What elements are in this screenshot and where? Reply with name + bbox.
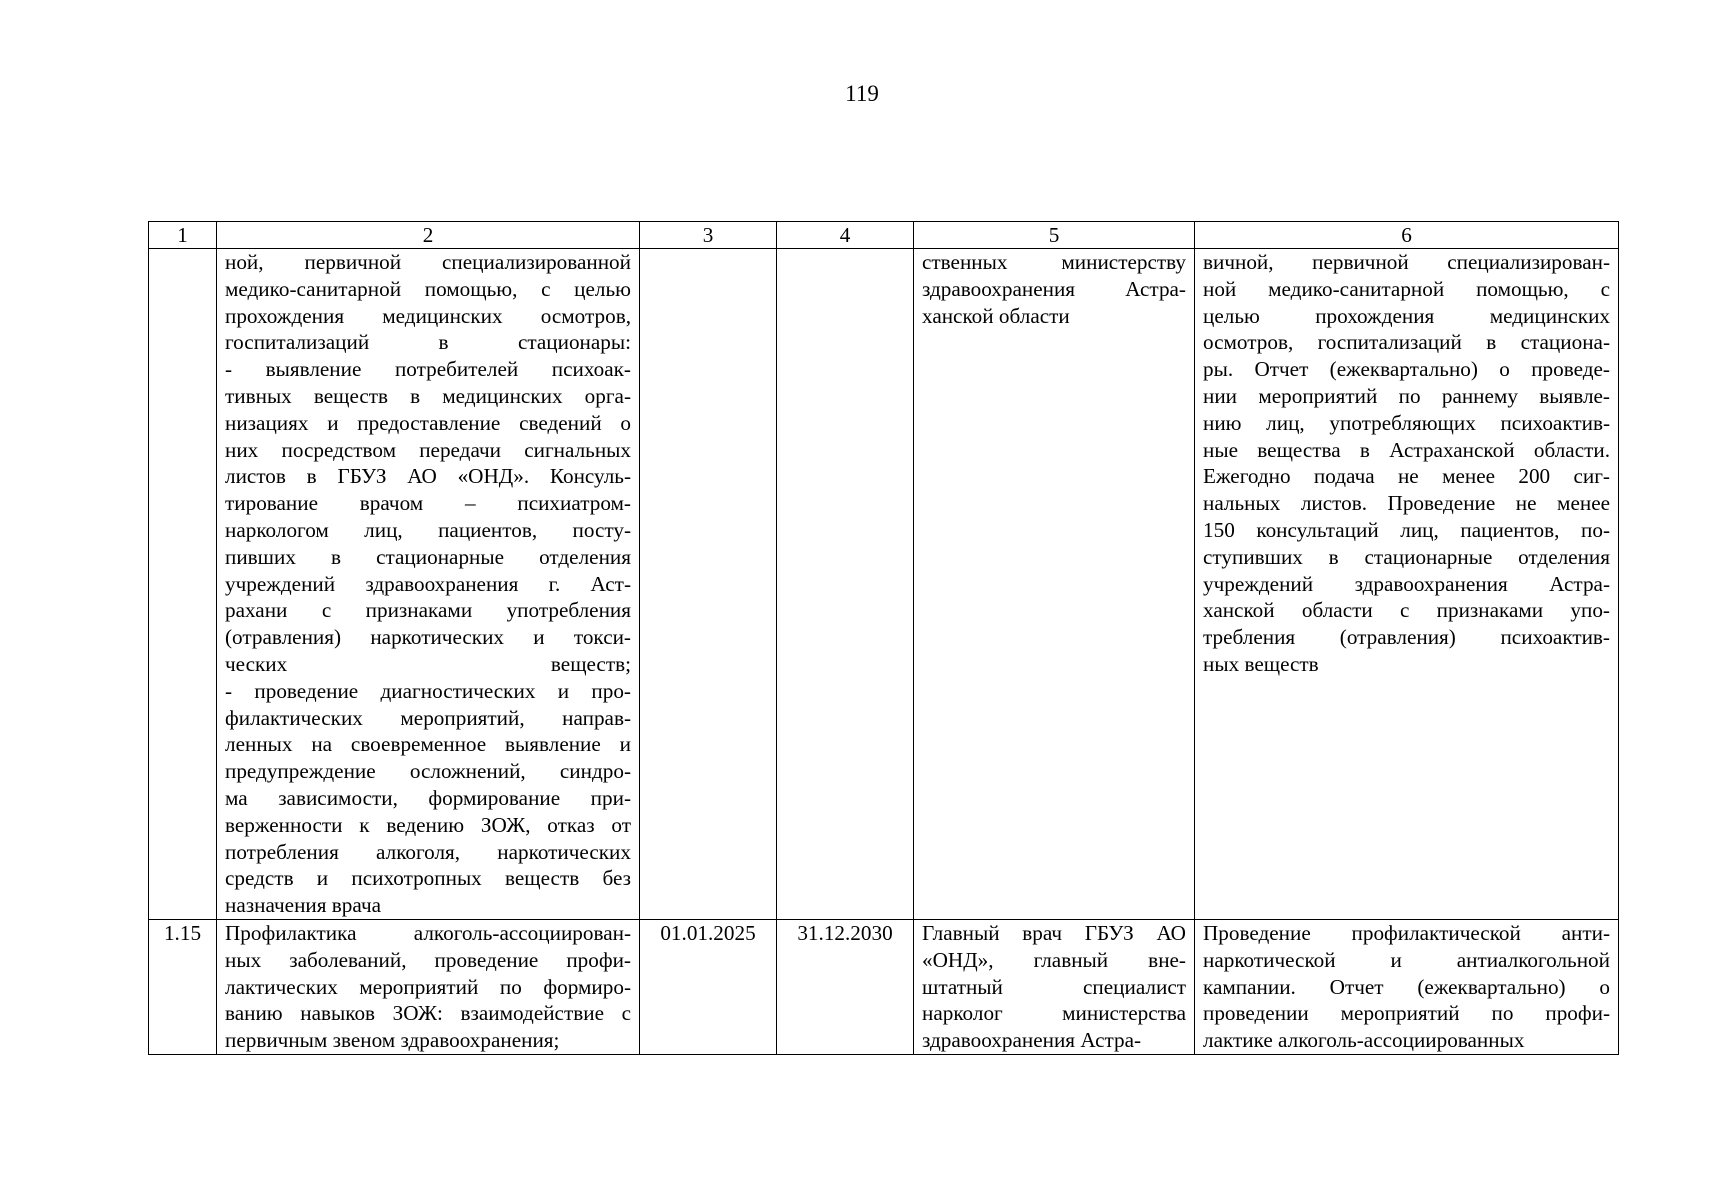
text-line: нарколог министерства [922,1001,1186,1026]
text-line: ленных на своевременное выявление и [225,732,631,757]
text-line: учреждений здравоохранения Астра- [1203,571,1610,596]
text-line: ной, первичной специализированной [225,250,631,274]
text-line: филактических мероприятий, направ- [225,705,631,730]
text-line: ной медико-санитарной помощью, с [1203,276,1610,301]
text-line: первичным звеном здравоохранения; [225,1028,560,1053]
text-lines [1203,920,1610,1054]
text-line: здравоохранения Астра- [922,1028,1142,1053]
text-line: - проведение диагностических и про- [225,678,631,703]
text-line: ры. Отчет (ежеквартально) о проведе- [1203,357,1610,382]
text-line: назначения врача [225,893,381,918]
text-line: ные вещества в Астраханской области. [1203,437,1610,462]
text-line: ханской области [922,303,1070,328]
program-table [148,221,1619,1055]
text-line: госпитализаций в стационары: [225,330,631,355]
text-line: лактических мероприятий по формиро- [225,974,631,999]
text-line: рахани с признаками употребления [225,598,631,623]
text-line: Ежегодно подача не менее 200 сиг- [1203,464,1610,489]
text-line: проведении мероприятий по профи- [1203,1001,1610,1026]
text-line: медико-санитарной помощью, с целью [225,276,631,301]
row-number-cell [149,249,217,920]
text-line: - выявление потребителей психоак- [225,357,631,382]
result-cell [1195,249,1619,920]
text-line: ханской области с признаками упо- [1203,598,1610,623]
text-line: целью прохождения медицинских [1203,303,1610,328]
start-date-cell [640,249,777,920]
text-line: ванию навыков ЗОЖ: взаимодействие с [225,1001,631,1026]
text-lines [225,249,631,919]
text-line: наркологом лиц, пациентов, посту- [225,517,631,542]
text-line: низациях и предоставление сведений о [225,410,631,435]
text-line: ступивших в стационарные отделения [1203,544,1610,569]
table-header-row [149,222,1619,249]
column-header: 4 [777,222,914,249]
text-lines [1203,249,1610,678]
text-line: наркотической и антиалкогольной [1203,947,1610,972]
text-line: нальных листов. Проведение не менее [1203,491,1610,516]
column-header: 3 [640,222,777,249]
column-header: 2 [217,222,640,249]
responsible-cell [914,919,1195,1054]
text-line: «ОНД», главный вне- [922,947,1186,972]
text-line: верженности к ведению ЗОЖ, отказ от [225,812,631,837]
responsible-cell [914,249,1195,920]
text-line: пивших в стационарные отделения [225,544,631,569]
text-line: осмотров, госпитализаций в стациона- [1203,330,1610,355]
text-line: ственных министерству [922,250,1186,274]
activity-description-cell [217,919,640,1054]
text-line: потребления алкоголя, наркотических [225,839,631,864]
text-line: штатный специалист [922,974,1186,999]
text-line: ных веществ [1203,651,1319,676]
text-lines [922,249,1186,329]
text-line: ма зависимости, формирование при- [225,785,631,810]
text-line: предупреждение осложнений, синдро- [225,759,631,784]
activity-description-cell [217,249,640,920]
text-line: требления (отравления) психоактив- [1203,625,1610,650]
result-cell [1195,919,1619,1054]
text-line: здравоохранения Астра- [922,276,1186,301]
text-line: ных заболеваний, проведение профи- [225,947,631,972]
start-date-cell: 01.01.2025 [640,919,777,1054]
text-line: Проведение профилактической анти- [1203,920,1610,945]
text-line: листов в ГБУЗ АО «ОНД». Консуль- [225,464,631,489]
text-line: средств и психотропных веществ без [225,866,631,891]
text-line: прохождения медицинских осмотров, [225,303,631,328]
column-header: 5 [914,222,1195,249]
text-line: нии мероприятий по раннему выявле- [1203,383,1610,408]
text-line: тивных веществ в медицинских орга- [225,383,631,408]
text-line: кампании. Отчет (ежеквартально) о [1203,974,1610,999]
text-line: них посредством передачи сигнальных [225,437,631,462]
text-line: ческих веществ; [225,651,631,676]
text-lines [225,920,631,1054]
row-number-cell: 1.15 [149,919,217,1054]
text-line: Главный врач ГБУЗ АО [922,920,1186,945]
text-line: тирование врачом – психиатром- [225,491,631,516]
text-line: вичной, первичной специализирован- [1203,250,1610,274]
column-header: 1 [149,222,217,249]
column-header: 6 [1195,222,1619,249]
text-line: лактике алкоголь-ассоциированных [1203,1028,1525,1053]
table-row [149,919,1619,1054]
page-number: 119 [845,81,879,106]
text-line: нию лиц, употребляющих психоактив- [1203,410,1610,435]
end-date-cell [777,249,914,920]
text-line: (отравления) наркотических и токси- [225,625,631,650]
text-lines [922,920,1186,1054]
table-row [149,249,1619,920]
text-line: учреждений здравоохранения г. Аст- [225,571,631,596]
end-date-cell: 31.12.2030 [777,919,914,1054]
text-line: 150 консультаций лиц, пациентов, по- [1203,517,1610,542]
text-line: Профилактика алкоголь-ассоциирован- [225,920,631,945]
